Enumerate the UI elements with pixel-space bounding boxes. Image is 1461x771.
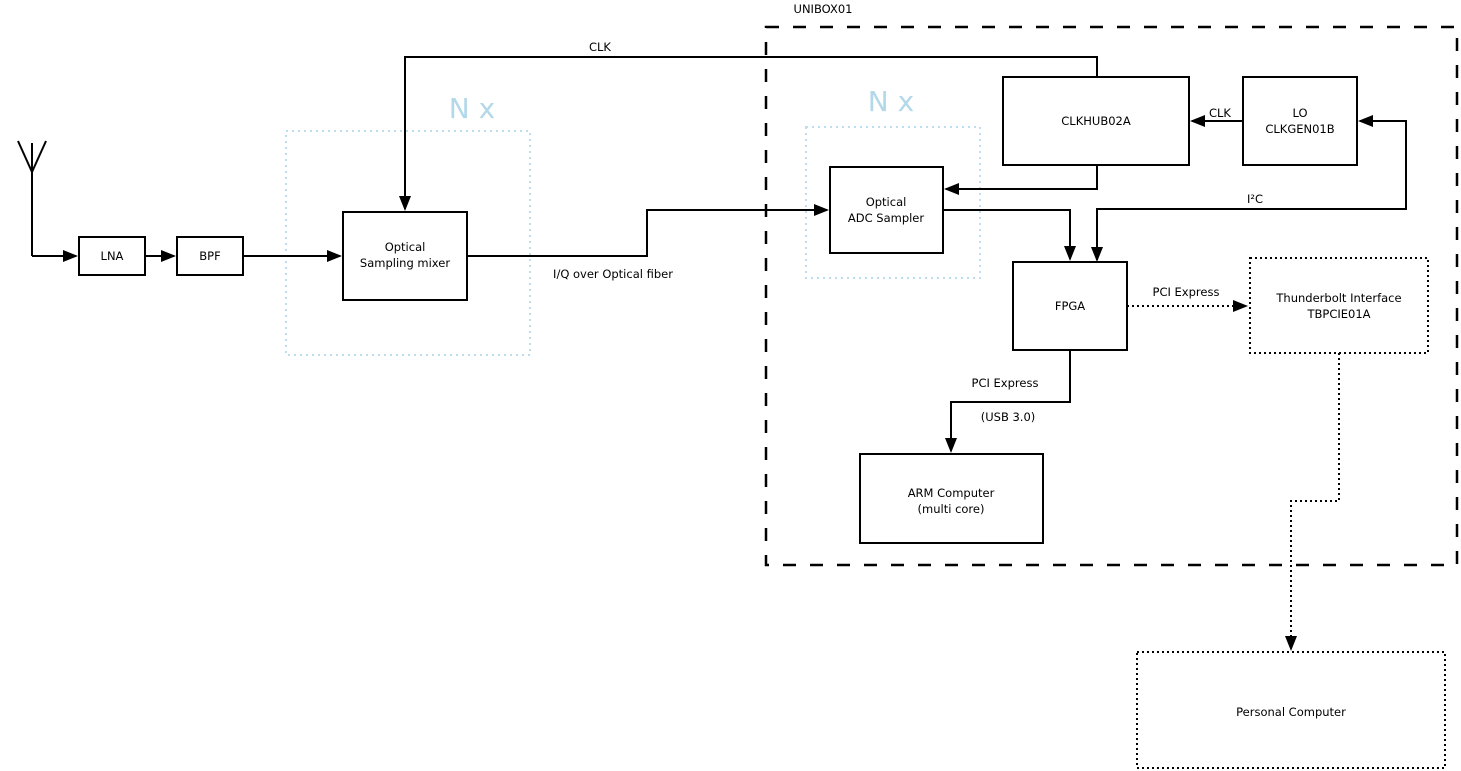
lna-node	[79, 237, 145, 275]
lna-label: LNA	[100, 249, 124, 263]
optical-adc-sampler-node	[830, 167, 943, 253]
unibox-label: UNIBOX01	[793, 2, 853, 16]
fpga-label: FPGA	[1054, 299, 1086, 313]
thunderbolt-label-line1: Thunderbolt Interface	[1276, 291, 1402, 305]
pcie-thunderbolt-label: PCI Express	[1152, 285, 1220, 299]
clk-lo-label: CLK	[1209, 106, 1231, 120]
clkhub-label: CLKHUB02A	[1061, 114, 1131, 128]
edge-fpga-arm	[951, 350, 1070, 451]
arm-label-line2: (multi core)	[917, 502, 985, 516]
edge-clk-clkhub-mixer	[405, 57, 1097, 209]
antenna-icon	[18, 141, 46, 256]
clk-top-label: CLK	[589, 40, 611, 54]
nx-label-mixer: N x	[448, 92, 496, 125]
thunderbolt-label-line2: TBPCIE01A	[1307, 307, 1371, 321]
personal-computer-node	[1137, 652, 1445, 768]
lo-clkgen-node	[1243, 77, 1357, 165]
usb-label: (USB 3.0)	[980, 410, 1036, 424]
edge-thunderbolt-pc	[1291, 353, 1339, 649]
bpf-label: BPF	[199, 249, 221, 263]
adc-label-line2: ADC Sampler	[847, 211, 925, 225]
adc-label-line1: Optical	[865, 195, 907, 209]
edge-clkhub-adc	[946, 165, 1097, 189]
lo-label-line2: CLKGEN01B	[1265, 122, 1335, 136]
arm-computer-node	[860, 454, 1043, 543]
pcie-arm-label: PCI Express	[971, 376, 1039, 390]
optical-sampling-mixer-node	[343, 212, 467, 300]
thunderbolt-node	[1250, 258, 1428, 353]
nx-label-adc: N x	[867, 85, 915, 118]
fpga-node	[1013, 262, 1127, 350]
iq-fiber-label: I/Q over Optical fiber	[553, 267, 673, 281]
i2c-label: I²C	[1246, 192, 1264, 206]
mixer-label-line2: Sampling mixer	[359, 256, 451, 270]
lo-label-line1: LO	[1292, 106, 1308, 120]
edge-mixer-adc-fiber	[467, 210, 827, 256]
pc-label: Personal Computer	[1236, 705, 1346, 719]
clkhub-node	[1003, 77, 1189, 165]
arm-label-line1: ARM Computer	[907, 486, 995, 500]
mixer-label-line1: Optical	[384, 240, 426, 254]
edge-adc-fpga	[943, 210, 1070, 259]
bpf-node	[177, 237, 243, 275]
